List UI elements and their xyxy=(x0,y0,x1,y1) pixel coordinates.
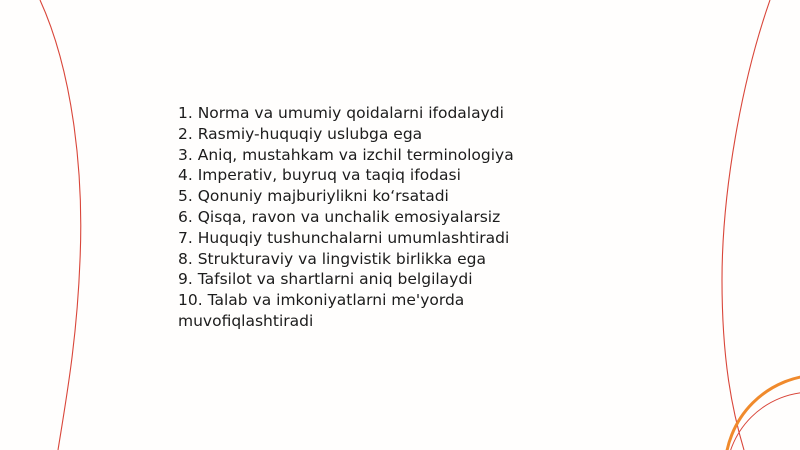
list-item: 8. Strukturaviy va lingvistik birlikka ega xyxy=(178,249,486,268)
list-item: 3. Aniq, mustahkam va izchil terminologiya xyxy=(178,145,514,164)
right-arc-decoration xyxy=(722,0,770,450)
list-item: 7. Huquqiy tushunchalarni umumlashtiradi xyxy=(178,228,510,247)
list-item: 10. Talab va imkoniyatlarni me'yorda muvofiqlashtiradi xyxy=(178,291,465,330)
list-item: 1. Norma va umumiy qoidalarni ifodalaydi xyxy=(178,104,504,122)
list-item: 5. Qonuniy majburiylikni ko‘rsatadi xyxy=(178,187,449,206)
features-list xyxy=(178,103,550,332)
left-arc-decoration xyxy=(40,0,81,450)
list-item: 4. Imperativ, buyruq va taqiq ifodasi xyxy=(178,166,461,185)
list-item: 2. Rasmiy-huquqiy uslubga ega xyxy=(178,124,423,143)
list-item: 6. Qisqa, ravon va unchalik emosiyalarsiz xyxy=(178,207,501,226)
orange-circle-decoration xyxy=(725,375,800,450)
list-item: 9. Tafsilot va shartlarni aniq belgilaydi xyxy=(178,270,473,289)
